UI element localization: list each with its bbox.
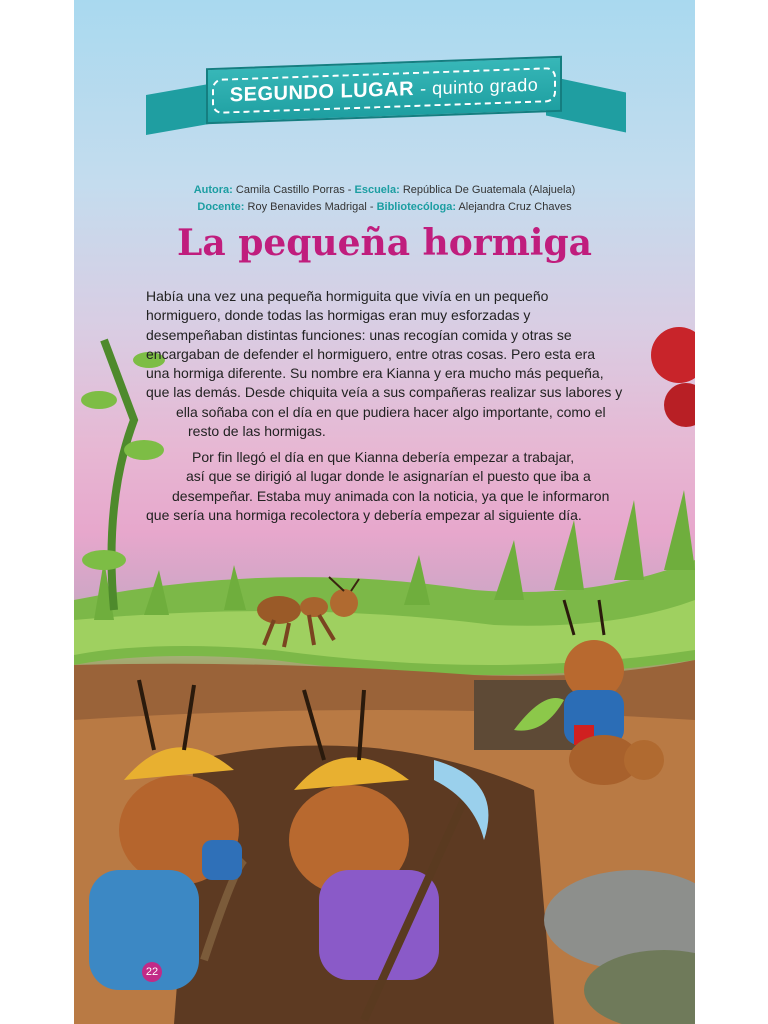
page-number: 22 xyxy=(142,962,162,982)
author-name: Camila Castillo Porras xyxy=(235,184,345,196)
book-page xyxy=(74,0,695,1024)
credits-line-2 xyxy=(74,201,695,213)
credits-separator: - xyxy=(369,201,374,213)
ribbon-main xyxy=(206,56,562,124)
teacher-label: Docente: xyxy=(197,201,245,213)
story-line: una hormiga diferente. Su nombre era Kianna y era mucho más pequeña, xyxy=(146,365,604,382)
story-line: ella soñaba con el día en que pudiera hacer algo importante, como el xyxy=(176,403,606,420)
story-line: desempeñar. Estaba muy animada con la noticia, ya que le informaron xyxy=(172,487,610,504)
story-paragraph-1 xyxy=(146,287,622,441)
banner-grade: - quinto grado xyxy=(420,74,539,99)
story-paragraph-2 xyxy=(146,448,609,525)
story-line: que las demás. Desde chiquita veía a sus compañeras realizar sus labores y xyxy=(146,384,623,401)
award-banner xyxy=(146,48,626,168)
banner-place: SEGUNDO LUGAR xyxy=(229,77,415,106)
school-name: República De Guatemala (Alajuela) xyxy=(402,184,576,196)
teacher-name: Roy Benavides Madrigal xyxy=(247,201,367,213)
author-label: Autora: xyxy=(193,184,233,196)
banner-text xyxy=(212,66,556,113)
story-line: resto de las hormigas. xyxy=(188,423,326,440)
story-line: así que se dirigió al lugar donde le asignarían el puesto que iba a xyxy=(186,468,591,485)
librarian-label: Bibliotecóloga: xyxy=(376,201,457,213)
credits-line-1 xyxy=(74,184,695,196)
story-line: Por fin llegó el día en que Kianna debería empezar a trabajar, xyxy=(192,449,575,465)
story-line: hormiguero, donde todas las hormigas eran muy esforzadas y xyxy=(146,307,531,324)
credits-separator: - xyxy=(347,184,352,196)
school-label: Escuela: xyxy=(354,184,400,196)
story-title: La pequeña hormiga xyxy=(177,222,592,264)
story-line: Había una vez una pequeña hormiguita que vivía en un pequeño xyxy=(146,288,549,304)
story-line: encargaban de defender el hormiguero, entre otras cosas. Pero esta era xyxy=(146,345,596,362)
librarian-name: Alejandra Cruz Chaves xyxy=(458,201,572,213)
story-line: que sería una hormiga recolectora y debería empezar al siguiente día. xyxy=(146,506,582,523)
story-line: desempeñaban distintas funciones: unas recogían comida y otras se xyxy=(146,326,572,343)
